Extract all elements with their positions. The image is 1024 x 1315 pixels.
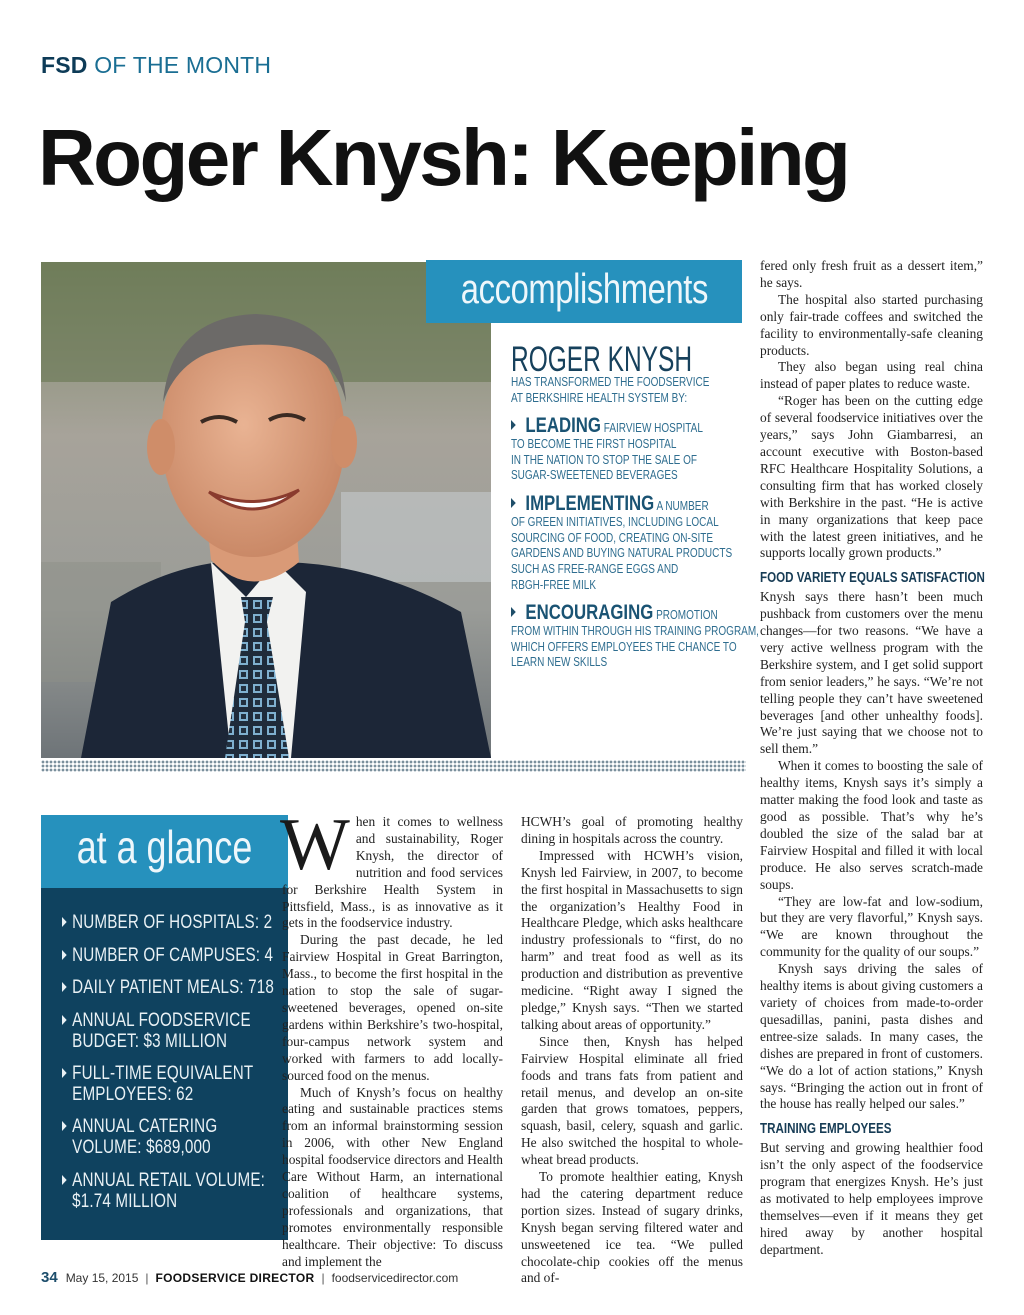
triangle-bullet-icon	[62, 982, 67, 992]
paragraph: Since then, Knysh has helped Fairview Hospital eliminate all fried foods and trans fats from patient and retail menus, and develop an on-site garden that grows tomatoes, peppers, squash, basil, celery, squash and garlic. He also switched the hospital to whole-wheat bread products.	[521, 1033, 743, 1168]
paragraph: fered only fresh fruit as a dessert item,” he says.	[760, 258, 983, 290]
article-column-2	[521, 814, 743, 1287]
glance-item: ANNUAL RETAIL VOLUME: $1.74 MILLION	[62, 1170, 265, 1212]
glance-item: FULL-TIME EQUIVALENT EMPLOYEES: 62	[62, 1063, 253, 1105]
accomplishment-item: LEADING FAIRVIEW HOSPITAL TO BECOME THE FIRST HOSPITAL IN THE NATION TO STOP THE SALE OF SUGAR-SWEETENED BEVERAGES	[511, 414, 703, 483]
paragraph: During the past decade, he led Fairview Hospital in Great Barrington, Mass., to become the first hospital in the nation to stop the sale of sugar-sweetened beverages, opened on-site gardens within Berkshire’s two-hospital, four-campus network system and worked with farmers to add locally-sourced food on the menus.	[282, 932, 503, 1083]
subhead: FOOD VARIETY EQUALS SATISFACTION	[760, 570, 985, 587]
page-number: 34	[41, 1269, 58, 1286]
portrait-photo	[41, 262, 491, 758]
subhead: TRAINING EMPLOYEES	[760, 1121, 892, 1138]
paragraph: They also began using real china instead of paper plates to reduce waste.	[760, 359, 983, 392]
paragraph: But serving and growing healthier food isn’t the only aspect of the foodservice program that energizes Knysh. He’s just as motivated to help employees improve themselves—even if it means they get hired away by another hospital department.	[760, 1140, 983, 1257]
at-a-glance-title: at a glance	[76, 821, 253, 873]
paragraph: Knysh says there hasn’t been much pushback from customers over the menu changes—for two reasons. “We have a very active wellness program with the Berkshire system, and I get solid support from senior leaders,” he says. “We’re not telling people they can’t have sweetened beverages [and other unhealthy foods]. We’re just saying that we choose not to sell them.”	[760, 589, 983, 757]
accomplishments-intro: HAS TRANSFORMED THE FOODSERVICE AT BERKSHIRE HEALTH SYSTEM BY:	[511, 375, 710, 405]
paragraph: HCWH’s goal of promoting healthy dining in hospitals across the country.	[521, 814, 743, 846]
triangle-bullet-icon	[62, 1015, 67, 1025]
headline: Roger Knysh: Keeping	[38, 113, 849, 202]
glance-item: ANNUAL CATERING VOLUME: $689,000	[62, 1116, 217, 1158]
paragraph: When it comes to boosting the sale of healthy items, Knysh says it’s simply a matter making the food look and taste as good as possible. That’s why he’s doubled the size of the salad bar at Fairview Hospital and filled it with local produce. He also serves scratch-made soups.	[760, 758, 983, 892]
magazine-url: foodservicedirector.com	[331, 1271, 459, 1285]
accomplishment-item: IMPLEMENTING A NUMBER OF GREEN INITIATIVES, INCLUDING LOCAL SOURCING OF FOOD, CREATING ON-SITE GARDENS AND BUYING NATURAL PRODUCTS SUCH AS FREE-RANGE EGGS AND RBGH-FREE MILK	[511, 492, 733, 592]
glance-item: NUMBER OF CAMPUSES: 4	[62, 945, 273, 966]
paragraph: Knysh says driving the sales of healthy items is about giving customers a variety of choices from made-to-order quesadillas, panini, pasta dishes and entree-size salads. In many cases, the dishes are prepared in front of customers. “We do a lot of action stations,” Knysh says. “Bringing the action out in front of the house has really helped our sales.”	[760, 961, 983, 1112]
glance-item: NUMBER OF HOSPITALS: 2	[62, 912, 272, 933]
accomplishments-name: ROGER KNYSH	[511, 340, 693, 379]
paragraph: Much of Knysh’s focus on healthy eating and sustainable practices stems from an informal brainstorming session in 2006, with other New England hospital foodservice directors and Health Care Without Harm, an international coalition of healthcare systems, professionals and organizations, that promotes environmentally responsible healthcare. Their objective: To discuss and implement the	[282, 1084, 503, 1269]
triangle-bullet-icon	[62, 1175, 67, 1185]
paragraph: The hospital also started purchasing only fair-trade coffees and switched the facility to environmentally-safe cleaning products.	[760, 291, 983, 358]
triangle-bullet-icon	[511, 498, 516, 508]
paragraph: hen it comes to wellness and sustainability, Roger Knysh, the director of nutrition and food services for Berkshire Health System in Pittsfield, Mass., is as innovative as it gets in the foodservice industry.	[282, 814, 503, 931]
paragraph: “They are low-fat and low-sodium, but they are very flavorful,” Knysh says. “We are known throughout the community for the quality of our soups.”	[760, 893, 983, 960]
dotted-divider	[41, 760, 746, 772]
triangle-bullet-icon	[62, 1068, 67, 1078]
triangle-bullet-icon	[511, 607, 516, 617]
accomplishment-item: ENCOURAGING PROMOTION FROM WITHIN THROUGH HIS TRAINING PROGRAM, WHICH OFFERS EMPLOYEES THE CHANCE TO LEARN NEW SKILLS	[511, 601, 759, 670]
paragraph: “Roger has been on the cutting edge of several foodservice initiatives over the years,” says John Giambarresi, an account executive with Boston-based RFC Healthcare Hospitality Solutions, a consulting firm that has worked closely with Berkshire in the past. “He is active in many organizations that keep pace with the latest green initiatives, and he supports locally grown products.”	[760, 393, 983, 561]
paragraph: Impressed with HCWH’s vision, Knysh led Fairview, in 2007, to become the first hospital in Massachusetts to sign the organization’s Healthy Food in Healthcare Pledge, which asks healthcare industry professionals to “first, do no harm” and treat food as well as its production and distribution as preventive medicine. “Right away I signed the pledge,” Knysh says. “Then we started talking about areas of opportunity.”	[521, 847, 743, 1032]
page-footer: 34 May 15, 2015 | FOODSERVICE DIRECTOR | foodservicedirector.com	[41, 1269, 459, 1286]
paragraph: To promote healthier eating, Knysh had the catering department reduce portion sizes. Instead of sugary drinks, Knysh began serving filtered water and unsweetened ice tea. “We pulled chocolate-chip cookies off the menus and of-	[521, 1169, 743, 1286]
accomplishments-title: accomplishments	[460, 265, 708, 312]
issue-date: May 15, 2015	[65, 1271, 139, 1285]
article-column-3	[760, 258, 983, 1259]
section-kicker: FSD OF THE MONTH	[41, 52, 272, 78]
triangle-bullet-icon	[62, 1121, 67, 1131]
glance-item: DAILY PATIENT MEALS: 718	[62, 977, 274, 998]
triangle-bullet-icon	[511, 420, 516, 430]
glance-item: ANNUAL FOODSERVICE BUDGET: $3 MILLION	[62, 1010, 251, 1052]
triangle-bullet-icon	[62, 917, 67, 927]
article-column-1	[280, 804, 503, 1270]
drop-cap: W	[280, 804, 350, 886]
magazine-name: FOODSERVICE DIRECTOR	[155, 1271, 315, 1285]
triangle-bullet-icon	[62, 950, 67, 960]
